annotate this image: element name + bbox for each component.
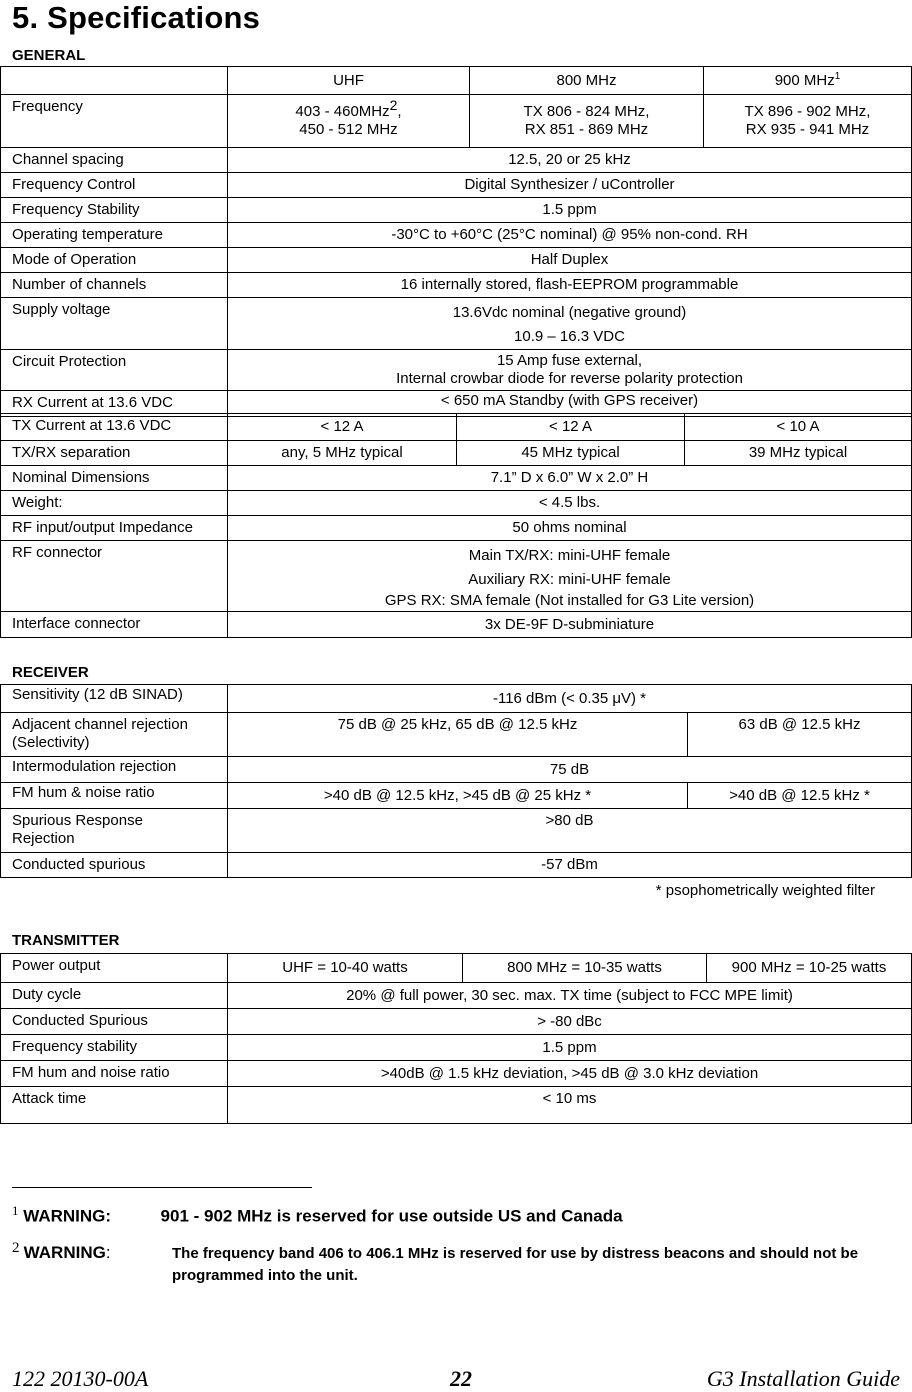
frequency-900mhz-line2: RX 935 - 941 MHz <box>745 121 870 138</box>
rf-connector-row <box>1 541 912 612</box>
sensitivity-label: Sensitivity (12 dB SINAD) <box>1 685 228 713</box>
spec-row <box>1 148 912 173</box>
separation-row <box>1 441 912 466</box>
spurious-label <box>1 809 228 853</box>
separation-label: TX/RX separation <box>1 441 228 466</box>
footnote-ref-2: 2 <box>389 97 398 113</box>
sensitivity-row <box>1 685 912 713</box>
interface-value: 3x DE-9F D-subminiature <box>228 612 912 638</box>
tx-spec-label: Duty cycle <box>1 983 228 1009</box>
frequency-uhf-line2: 450 - 512 MHz <box>299 121 398 138</box>
tx-spec-label: FM hum and noise ratio <box>1 1061 228 1087</box>
supply-voltage-line2: 10.9 – 16.3 VDC <box>514 328 625 345</box>
spec-label: Frequency Stability <box>1 198 228 223</box>
frequency-800mhz <box>470 95 704 148</box>
footnote-divider <box>12 1187 312 1188</box>
tx-spec-value: 20% @ full power, 30 sec. max. TX time (subject to FCC MPE limit) <box>228 983 912 1009</box>
circuit-protection-row <box>1 350 912 391</box>
spec-value: 16 internally stored, flash-EEPROM programmable <box>228 273 912 298</box>
footer-doc-number: 122 20130-00A <box>12 1366 149 1391</box>
power-800mhz: 800 MHz = 10-35 watts <box>463 954 707 983</box>
spurious-label-line1: Spurious Response <box>12 812 143 829</box>
tx-current-row <box>1 414 912 441</box>
transmitter-table <box>0 953 912 1124</box>
frequency-uhf <box>228 95 470 148</box>
receiver-heading: RECEIVER <box>12 664 89 681</box>
separation-800mhz: 45 MHz typical <box>457 441 685 466</box>
separation-900mhz: 39 MHz typical <box>685 441 912 466</box>
transmitter-heading: TRANSMITTER <box>12 932 120 949</box>
supply-voltage-value <box>228 298 912 350</box>
tx-spec-label: Attack time <box>1 1087 228 1124</box>
tx-spec-row <box>1 1035 912 1061</box>
frequency-row <box>1 95 912 148</box>
conducted-label: Conducted spurious <box>1 853 228 878</box>
footnote-1-head: WARNING: <box>23 1206 112 1226</box>
adjacent-label-line1: Adjacent channel rejection <box>12 716 188 733</box>
frequency-label: Frequency <box>1 95 228 148</box>
spec-row <box>1 198 912 223</box>
frequency-900mhz <box>704 95 912 148</box>
spurious-value: >80 dB <box>228 809 912 853</box>
spec-row <box>1 173 912 198</box>
supply-voltage-label: Supply voltage <box>1 298 228 350</box>
page-footer <box>0 1366 912 1390</box>
spec-value: -30°C to +60°C (25°C nominal) @ 95% non-cond. RH <box>228 223 912 248</box>
tx-spec-row <box>1 1009 912 1035</box>
impedance-value: 50 ohms nominal <box>228 516 912 541</box>
receiver-table <box>0 684 912 878</box>
fm-hum-row <box>1 783 912 809</box>
general-heading: GENERAL <box>12 47 86 64</box>
circuit-protection-line1: 15 Amp fuse external, <box>496 352 643 369</box>
separation-uhf: any, 5 MHz typical <box>228 441 457 466</box>
adjacent-value-2: 63 dB @ 12.5 kHz <box>688 713 912 757</box>
rf-connector-line3: GPS RX: SMA female (Not installed for G3 Lite version) <box>384 592 755 609</box>
adjacent-row <box>1 713 912 757</box>
tx-spec-row <box>1 983 912 1009</box>
conducted-row <box>1 853 912 878</box>
spurious-label-line2: Rejection <box>12 830 75 847</box>
power-row <box>1 954 912 983</box>
dimensions-value: 7.1” D x 6.0” W x 2.0” H <box>228 466 912 491</box>
footnote-2-head: WARNING <box>23 1243 106 1262</box>
supply-voltage-row <box>1 298 912 350</box>
power-uhf: UHF = 10-40 watts <box>228 954 463 983</box>
power-label: Power output <box>1 954 228 983</box>
rx-current-label: RX Current at 13.6 VDC <box>1 391 228 417</box>
footnote-1-mark: 1 <box>12 1203 19 1218</box>
dimensions-label: Nominal Dimensions <box>1 466 228 491</box>
circuit-protection-line2: Internal crowbar diode for reverse polarity protection <box>396 370 743 387</box>
power-900mhz: 900 MHz = 10-25 watts <box>707 954 912 983</box>
rf-connector-label: RF connector <box>1 541 228 612</box>
general-table-lower <box>0 413 912 638</box>
spec-label: Channel spacing <box>1 148 228 173</box>
frequency-uhf-comma: , <box>397 103 402 120</box>
frequency-800mhz-line2: RX 851 - 869 MHz <box>524 121 649 138</box>
weight-label: Weight: <box>1 491 228 516</box>
tx-current-uhf: < 12 A <box>228 414 457 441</box>
circuit-protection-label: Circuit Protection <box>1 350 228 391</box>
adjacent-value-1: 75 dB @ 25 kHz, 65 dB @ 12.5 kHz <box>228 713 688 757</box>
fm-hum-label: FM hum & noise ratio <box>1 783 228 809</box>
weight-row <box>1 491 912 516</box>
tx-spec-value: >40dB @ 1.5 kHz deviation, >45 dB @ 3.0 kHz deviation <box>228 1061 912 1087</box>
rx-current-value: < 650 mA Standby (with GPS receiver) <box>228 391 912 417</box>
tx-current-800mhz: < 12 A <box>457 414 685 441</box>
dimensions-row <box>1 466 912 491</box>
spec-row <box>1 248 912 273</box>
spec-label: Mode of Operation <box>1 248 228 273</box>
footnote-ref-1: 1 <box>834 70 841 82</box>
footnote-1 <box>12 1203 623 1227</box>
spec-row <box>1 223 912 248</box>
frequency-800mhz-line1: TX 806 - 824 MHz, <box>523 103 650 120</box>
general-table <box>0 66 912 417</box>
rf-connector-line2: Auxiliary RX: mini-UHF female <box>468 571 671 588</box>
spec-label: Operating temperature <box>1 223 228 248</box>
footnote-2 <box>12 1240 912 1284</box>
weight-value: < 4.5 lbs. <box>228 491 912 516</box>
header-800mhz: 800 MHz <box>470 67 704 95</box>
impedance-row <box>1 516 912 541</box>
interface-row <box>1 612 912 638</box>
spec-row <box>1 273 912 298</box>
conducted-value: -57 dBm <box>228 853 912 878</box>
header-uhf: UHF <box>228 67 470 95</box>
tx-spec-label: Frequency stability <box>1 1035 228 1061</box>
general-header-row <box>1 67 912 95</box>
tx-spec-label: Conducted Spurious <box>1 1009 228 1035</box>
sensitivity-value: -116 dBm (< 0.35 μV) * <box>228 685 912 713</box>
tx-current-label: TX Current at 13.6 VDC <box>1 414 228 441</box>
header-blank-cell <box>1 67 228 95</box>
tx-spec-value: < 10 ms <box>228 1087 912 1124</box>
frequency-900mhz-line1: TX 896 - 902 MHz, <box>744 103 871 120</box>
tx-spec-row <box>1 1061 912 1087</box>
spec-label: Number of channels <box>1 273 228 298</box>
footnote-2-colon: : <box>105 1243 111 1262</box>
rf-connector-value <box>228 541 912 612</box>
spec-value: 12.5, 20 or 25 kHz <box>228 148 912 173</box>
fm-hum-value-2: >40 dB @ 12.5 kHz * <box>688 783 912 809</box>
rf-connector-line1: Main TX/RX: mini-UHF female <box>468 547 671 564</box>
spurious-row <box>1 809 912 853</box>
intermod-label: Intermodulation rejection <box>1 757 228 783</box>
tx-spec-value: > -80 dBc <box>228 1009 912 1035</box>
spec-value: Digital Synthesizer / uController <box>228 173 912 198</box>
adjacent-label-line2: (Selectivity) <box>12 734 90 751</box>
intermod-row <box>1 757 912 783</box>
adjacent-label <box>1 713 228 757</box>
tx-current-900mhz: < 10 A <box>685 414 912 441</box>
frequency-uhf-line1: 403 - 460MHz <box>295 103 390 120</box>
fm-hum-value-1: >40 dB @ 12.5 kHz, >45 dB @ 25 kHz * <box>228 783 688 809</box>
header-900mhz <box>704 67 912 95</box>
footer-guide-title: G3 Installation Guide <box>706 1366 900 1391</box>
footer-page-number: 22 <box>450 1366 472 1391</box>
receiver-note: * psophometrically weighted filter <box>655 882 875 899</box>
interface-label: Interface connector <box>1 612 228 638</box>
spec-value: Half Duplex <box>228 248 912 273</box>
footnote-1-text: 901 - 902 MHz is reserved for use outside US and Canada <box>160 1206 623 1226</box>
spec-value: 1.5 ppm <box>228 198 912 223</box>
tx-spec-row <box>1 1087 912 1124</box>
footnote-2-mark: 2 <box>12 1240 20 1256</box>
impedance-label: RF input/output Impedance <box>1 516 228 541</box>
circuit-protection-value <box>228 350 912 391</box>
tx-spec-value: 1.5 ppm <box>228 1035 912 1061</box>
supply-voltage-line1: 13.6Vdc nominal (negative ground) <box>452 304 687 321</box>
footnote-2-text: The frequency band 406 to 406.1 MHz is reserved for use by distress beacons and should not be programmed into the unit. <box>172 1245 859 1284</box>
page-title: 5. Specifications <box>12 0 261 35</box>
intermod-value: 75 dB <box>228 757 912 783</box>
spec-label: Frequency Control <box>1 173 228 198</box>
header-900mhz-text: 900 MHz <box>774 71 835 89</box>
